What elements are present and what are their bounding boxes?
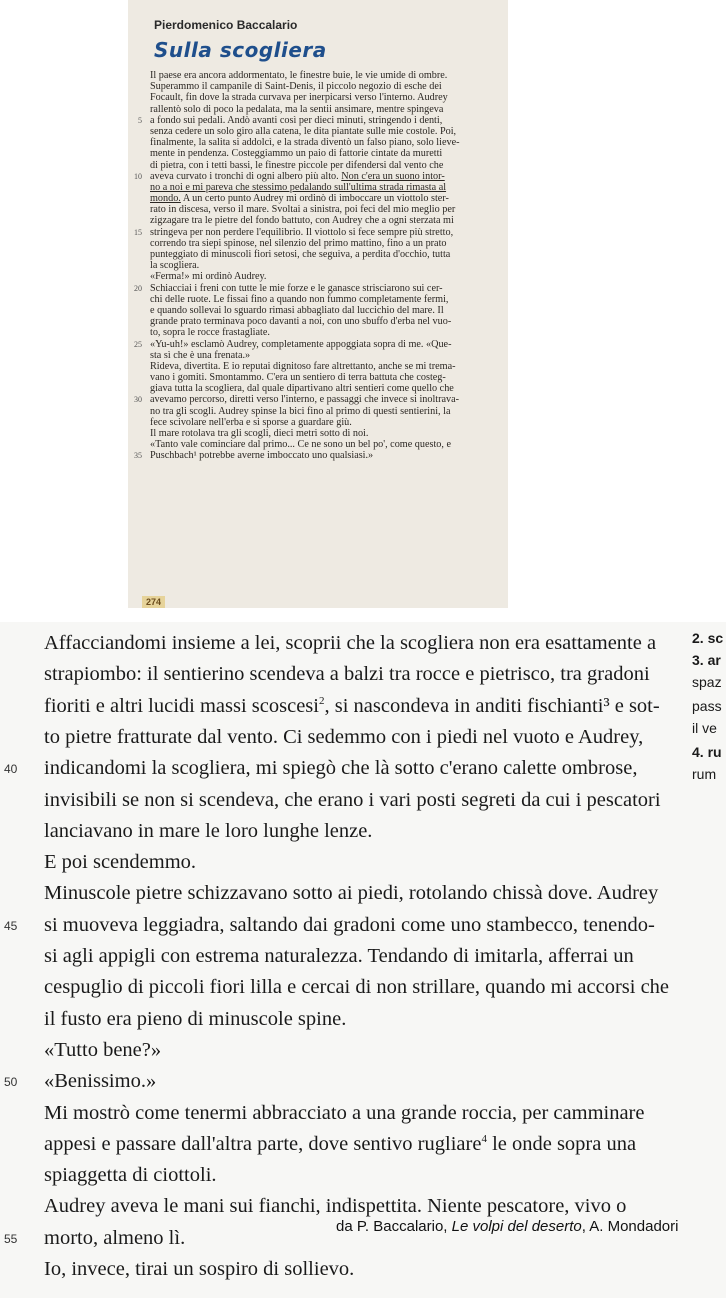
line-number: 10 [134, 171, 142, 181]
top-text-line [134, 394, 492, 406]
top-text-line [150, 327, 492, 338]
top-text-line [150, 104, 492, 115]
line-text: senza cedere un solo giro alla catena, le dita piantate sulle mie costole. Poi, [150, 125, 457, 137]
top-text-line [150, 350, 492, 361]
line-number: 20 [134, 283, 142, 293]
top-text-line [150, 70, 492, 81]
text-line: morto, almeno lì. [44, 1226, 186, 1249]
top-page-scan [128, 0, 508, 608]
top-text-line [150, 294, 492, 305]
top-text-line [134, 282, 492, 294]
line-text: aveva curvato i tronchi di ogni albero più alto. Non c'era un suono intor- [150, 170, 445, 182]
top-text-line [134, 170, 492, 182]
line-text: chi delle ruote. Le fissai fino a quando non fummo completamente fermi, [150, 293, 449, 305]
text-line: Io, invece, tirai un sospiro di sollievo. [44, 1258, 355, 1280]
text-line: Minuscole pietre schizzavano sotto ai piedi, rotolando chissà dove. Audrey [44, 882, 659, 905]
text-line: appesi e passare dall'altra parte, dove sentivo rugliare$^4$ le onde sopra una [44, 1132, 637, 1155]
top-text-line [150, 305, 492, 316]
line-number: 50 [4, 1075, 18, 1090]
line-text: vano i gomiti. Smontammo. C'era un sentiero di terra battuta che costeg- [150, 372, 446, 384]
line-text: avevamo percorso, diretti verso l'interno, e passaggi che invece si inoltrava- [150, 394, 460, 406]
margin-glossary-note: spaz [692, 674, 722, 690]
line-text: fece scivolare nell'erba e si sporse a guardare giù. [150, 416, 352, 428]
line-text: la scogliera. [150, 260, 200, 272]
text-line: cespuglio di piccoli fiori lilla e cercai di non strillare, quando mi accorsi che [44, 976, 670, 999]
line-text: Schiacciai i freni con tutte le mie forze e le ganasce strisciarono sui cer- [150, 282, 443, 294]
line-text: Superammo il campanile di Saint-Denis, il piccolo negozio di esche dei [150, 81, 442, 93]
book-title: Le volpi del deserto [451, 1218, 582, 1235]
line-text: giava tutta la scogliera, dal quale dipartivano altri sentieri come quello che [150, 383, 454, 395]
top-text-line [150, 372, 492, 383]
line-text: di pietra, con i tetti bassi, le finestre piccole per difendersi dal vento che [150, 159, 444, 171]
line-text: a fondo sui pedali. Andò avanti così per dieci minuti, stringendo i denti, [150, 114, 443, 126]
margin-glossary-note: 4. ru [692, 744, 722, 760]
line-text: stringeva per non perdere l'equilibrio. Il viottolo si fece sempre più stretto, [150, 226, 454, 238]
author-name: Pierdomenico Baccalario [154, 18, 298, 32]
top-text-line [150, 428, 492, 439]
line-text: rato in discesa, verso il mare. Svoltai a sinistra, poi feci del mio meglio per [150, 204, 456, 216]
text-line: «Tutto bene?» [44, 1038, 162, 1061]
top-text-line [150, 406, 492, 417]
footnote-ref: 4 [481, 1132, 487, 1145]
line-text: «Ferma!» mi ordinò Audrey. [150, 271, 267, 283]
top-text-line [150, 193, 492, 204]
top-text-line [134, 226, 492, 238]
top-text-line [150, 160, 492, 171]
top-text-line [150, 238, 492, 249]
line-number: 5 [138, 115, 142, 125]
line-text: Il mare rotolava tra gli scogli, dieci metri sotto di noi. [150, 428, 369, 439]
top-text-line [150, 383, 492, 394]
line-number: 45 [4, 918, 18, 933]
line-text: rallentò solo di poco la pedalata, ma la sentii ansimare, mentre spingeva [150, 103, 444, 115]
line-text: «Tanto vale cominciare dal primo... Ce ne sono un bel po', come questo, e [150, 439, 452, 451]
text-line: Affacciandomi insieme a lei, scoprii che la scogliera non era esattamente a [44, 632, 657, 654]
line-text: Focault, fin dove la strada curvava per inerpicarsi verso l'interno. Audrey [150, 92, 448, 104]
top-text-line [150, 126, 492, 137]
line-text: Rideva, divertita. E io reputai dignitoso fare altrettanto, anche se mi trema- [150, 360, 456, 372]
line-number: 40 [4, 762, 18, 777]
source-citation: da P. Baccalario, Le volpi del deserto, A. Mondadori [336, 1218, 679, 1235]
line-number: 35 [134, 451, 142, 461]
text-line: E poi scendemmo. [44, 851, 197, 874]
page-number: 274 [142, 596, 165, 608]
text-line: indicandomi la scogliera, mi spiegò che là sotto c'erano calette ombrose, [44, 757, 638, 780]
top-text-line [150, 417, 492, 428]
top-page-text [134, 70, 492, 462]
continued-text-section [0, 622, 726, 1298]
text-line: Audrey aveva le mani sui fianchi, indispettita. Niente pescatore, vivo o [44, 1195, 627, 1218]
text-line: to pietre fratturate dal vento. Ci sedemmo con i piedi nel vuoto e Audrey, [44, 725, 644, 748]
line-text: finalmente, la salita si addolcì, e la strada diventò un falso piano, solo lieve- [150, 137, 460, 149]
margin-glossary-note: il ve [692, 720, 717, 736]
top-text-line [134, 450, 492, 462]
top-text-line [150, 271, 492, 282]
line-text: «Yu-uh!» esclamò Audrey, completamente appoggiata sopra di me. «Que- [150, 338, 452, 350]
top-text-line [150, 92, 492, 103]
line-text: punteggiato di minuscoli fiori setosi, che seguiva, a perdita d'occhio, tutta [150, 249, 451, 260]
line-text: zigzagare tra le pietre del fondo battuto, con Audrey che a ogni sterzata mi [150, 215, 454, 227]
margin-glossary-note: rum [692, 766, 717, 782]
text-line: lanciavano in mare le loro lunghe lenze. [44, 819, 373, 842]
top-text-line [150, 148, 492, 159]
line-text: correndo tra siepi spinose, nel silenzio del primo mattino, fino a un prato [150, 237, 447, 249]
top-text-line [150, 316, 492, 327]
margin-glossary-note: pass [692, 698, 722, 714]
line-text: no tra gli scogli. Audrey spinse la bici fino al primo di questi sentierini, la [150, 405, 451, 417]
text-line: strapiombo: il sentierino scendeva a balzi tra rocce e pietrisco, tra gradoni [44, 663, 650, 686]
line-number: 55 [4, 1231, 18, 1246]
top-text-line [150, 215, 492, 226]
footnote-ref: 2 [318, 694, 325, 707]
top-text-line [150, 81, 492, 92]
margin-glossary-note: 2. sc [692, 630, 724, 646]
top-text-line [150, 260, 492, 271]
line-number: 15 [134, 227, 142, 237]
line-text: Il paese era ancora addormentato, le finestre buie, le vie umide di ombre. [150, 70, 448, 81]
top-text-line [134, 338, 492, 350]
top-text-line [150, 137, 492, 148]
text-line: spiaggetta di ciottoli. [44, 1164, 217, 1187]
line-number: 30 [134, 395, 142, 405]
text-line: il fusto era pieno di minuscole spine. [44, 1007, 347, 1030]
top-text-line [150, 249, 492, 260]
text-line: Mi mostrò come tenermi abbracciato a una grande roccia, per camminare [44, 1101, 645, 1124]
line-text: Puschbach¹ potrebbe averne imboccato uno qualsiasi.» [150, 450, 374, 462]
line-text: sta sì che è una frenata.» [150, 349, 251, 361]
top-text-line [150, 204, 492, 215]
top-text-line [150, 361, 492, 372]
line-text: grande prato terminava poco davanti a noi, con uno sbuffo d'erba nel vuo- [150, 316, 452, 328]
top-text-line [138, 114, 492, 126]
text-line: invisibili se non si scendeva, che erano i vari posti segreti da cui i pescatori [44, 788, 661, 811]
text-line: «Benissimo.» [44, 1070, 157, 1093]
line-text: no a noi e mi pareva che stessimo pedalando sull'ultima strada rimasta al [150, 181, 447, 193]
text-line: si muoveva leggiadra, saltando dai gradoni come uno stambecco, tenendo- [44, 913, 655, 936]
top-text-line [150, 439, 492, 450]
line-text: mente in pendenza. Costeggiammo un paio di fattorie cintate da muretti [150, 148, 443, 160]
story-title: Sulla scogliera [154, 38, 327, 62]
margin-glossary-note: 3. ar [692, 652, 721, 668]
line-text: to, sopra le rocce frastagliate. [150, 327, 270, 339]
text-line: si agli appigli con estrema naturalezza. Tendando di imitarla, afferrai un [44, 945, 634, 967]
line-text: mondo. A un certo punto Audrey mi ordinò di imboccare un viottolo ster- [150, 193, 449, 205]
top-text-line [150, 182, 492, 193]
line-number: 25 [134, 339, 142, 349]
line-text: e quando sollevai lo sguardo rimasi abbagliato dal luccichio del mare. Il [150, 304, 444, 316]
text-line: fioriti e altri lucidi massi scoscesi$^2$, si nascondeva in anditi fischianti³ e sot- [44, 694, 660, 717]
